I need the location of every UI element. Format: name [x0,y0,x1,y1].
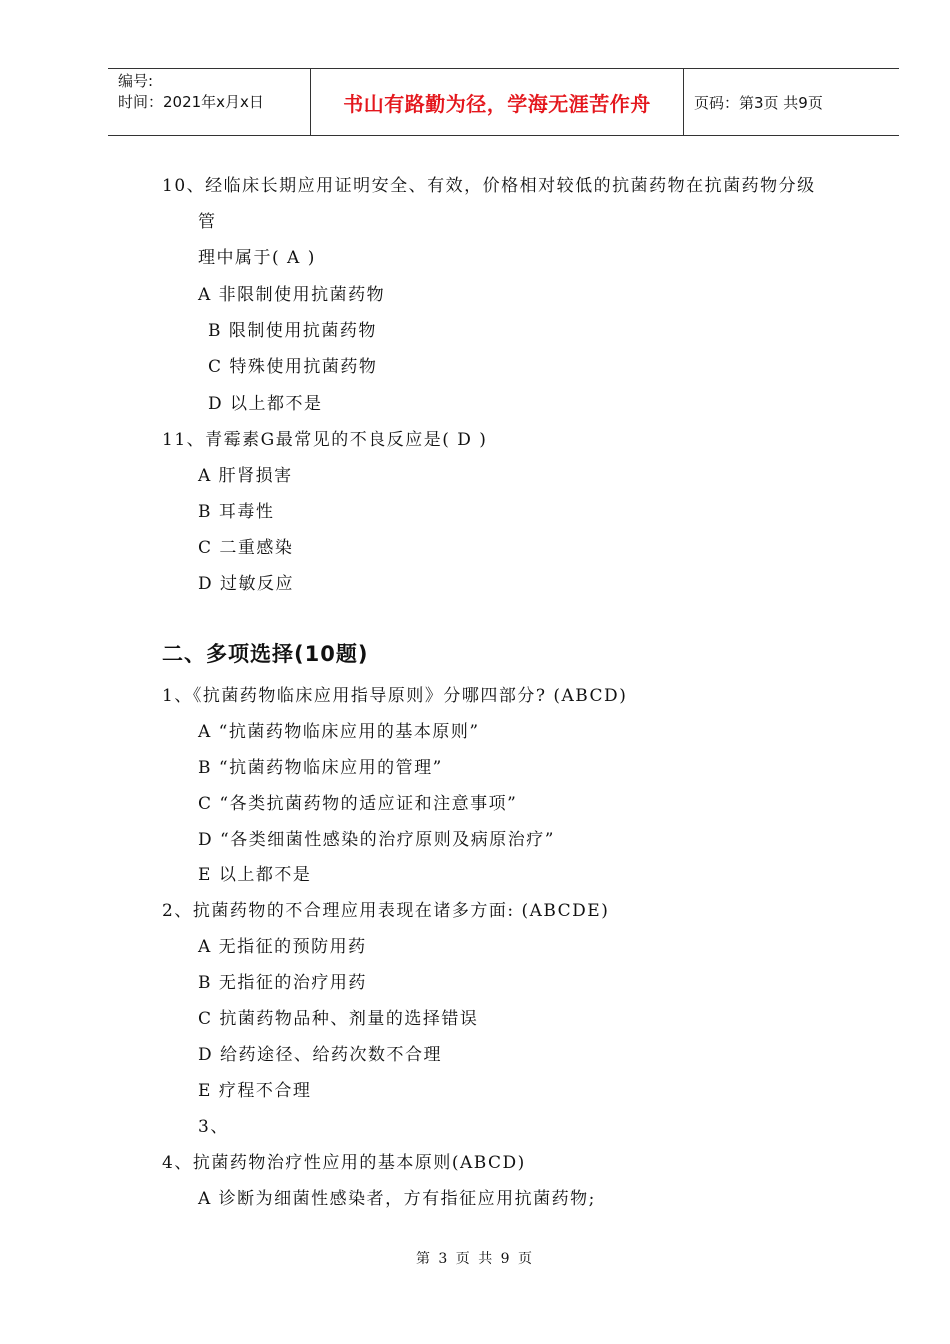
question-11: 11、青霉素G最常见的不良反应是( D ) [162,430,488,450]
mc-question-1: 1、《抗菌药物临床应用指导原则》分哪四部分? (ABCD) [162,686,628,706]
mc-option-2-c: C 抗菌药物品种、剂量的选择错误 [198,1009,479,1029]
mc-option-4-a: A 诊断为细菌性感染者，方有指征应用抗菌药物; [198,1189,596,1209]
time-label: 时间：2021年x月x日 [118,93,264,111]
option-10-b: B 限制使用抗菌药物 [208,321,377,341]
question-10: 10、经临床长期应用证明安全、有效，价格相对较低的抗菌药物在抗菌药物分级 [162,176,816,196]
header-motto: 书山有路勤为径，学海无涯苦作舟 [310,69,684,135]
mc-option-1-a: A “抗菌药物临床应用的基本原则” [198,722,480,742]
option-11-a: A 肝肾损害 [198,466,293,486]
option-10-c: C 特殊使用抗菌药物 [208,357,378,377]
option-11-b: B 耳毒性 [198,502,275,522]
mc-option-2-d: D 给药途径、给药次数不合理 [198,1045,443,1065]
mc-option-1-b: B “抗菌药物临床应用的管理” [198,758,443,778]
mc-option-1-c: C “各类抗菌药物的适应证和注意事项” [198,794,518,814]
option-10-d: D 以上都不是 [208,394,323,414]
option-10-a: A 非限制使用抗菌药物 [198,285,386,305]
number-label: 编号: [118,72,154,90]
option-11-c: C 二重感染 [198,538,294,558]
page-footer: 第 3 页 共 9 页 [415,1251,535,1267]
mc-option-2-b: B 无指征的治疗用药 [198,973,367,993]
section-title: 二、多项选择(10题) [162,642,369,666]
mc-option-1-d: D “各类细菌性感染的治疗原则及病原治疗” [198,830,555,850]
mc-question-2: 2、抗菌药物的不合理应用表现在诸多方面: (ABCDE) [162,901,610,921]
option-11-d: D 过敏反应 [198,574,295,594]
mc-option-2-e: E 疗程不合理 [198,1081,312,1101]
mc-question-4: 4、抗菌药物治疗性应用的基本原则(ABCD) [162,1153,526,1173]
header-page-info: 页码：第3页 共9页 [694,93,823,112]
question-10-cont-2: 理中属于( A ) [198,248,316,268]
mc-question-3: 3、 [198,1117,229,1137]
mc-option-2-a: A 无指征的预防用药 [198,937,367,957]
mc-option-1-e: E 以上都不是 [198,865,312,885]
question-10-cont: 管 [198,212,217,232]
